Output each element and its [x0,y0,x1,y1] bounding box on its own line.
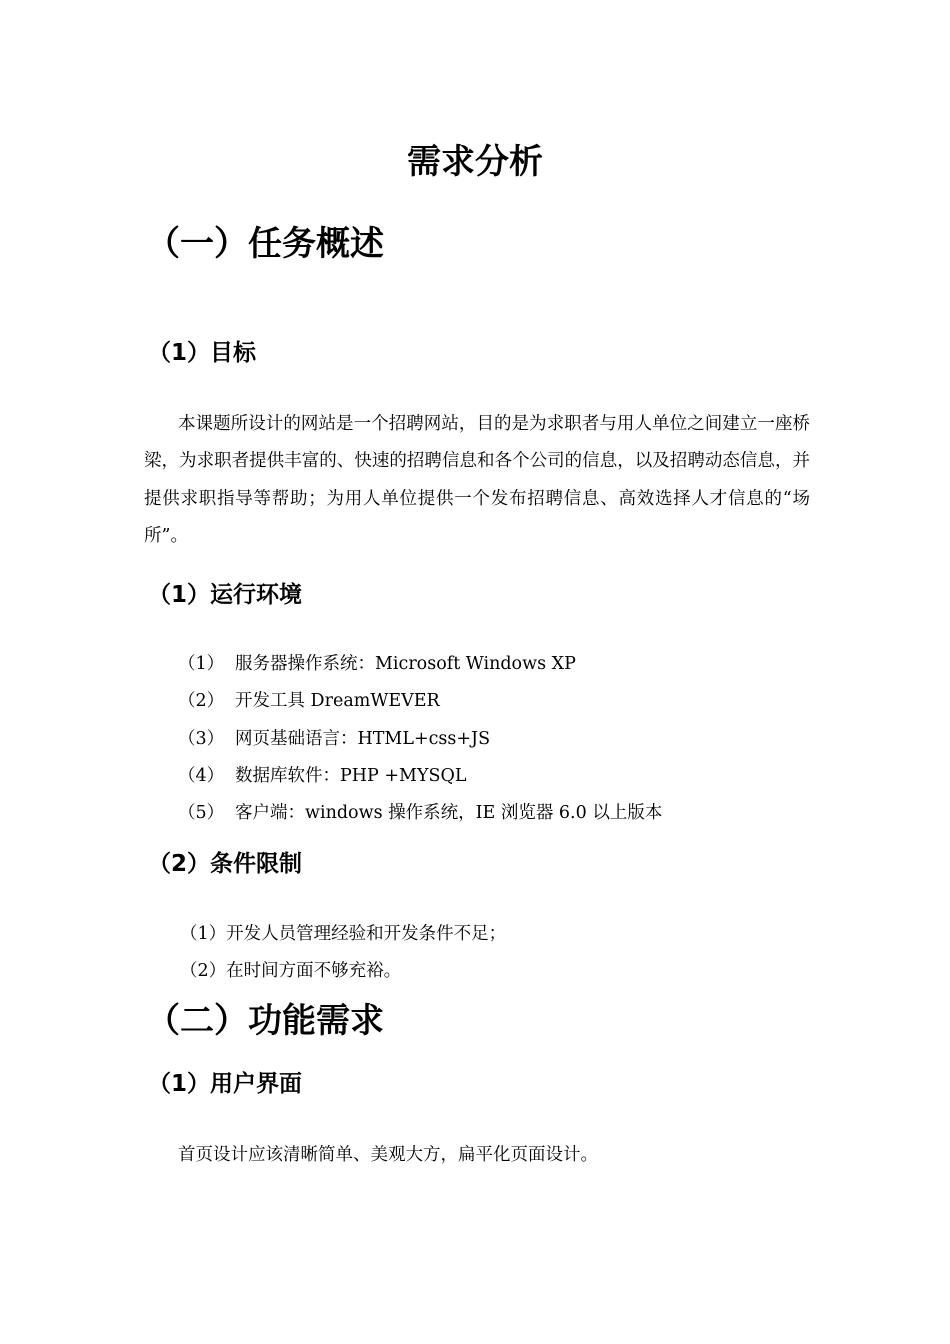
list-item-text: 网页基础语言：HTML+css+JS [235,729,491,749]
list-item-number: （1） [178,654,225,674]
list-item: （2）在时间方面不够充裕。 [180,961,402,981]
subheading-user-interface: （1）用户界面 [148,1071,303,1097]
list-item-number: （3） [178,729,225,749]
list-item-number: （4） [178,766,225,786]
list-item-number: （5） [178,803,225,823]
section-heading-task-overview: （一）任务概述 [146,224,384,264]
section-heading-functional-requirements: （二）功能需求 [146,1001,384,1041]
list-item-text: 数据库软件：PHP +MYSQL [235,766,467,786]
subheading-goal: （1）目标 [148,340,257,366]
user-interface-text: 首页设计应该清晰简单、美观大方，扁平化页面设计。 [178,1145,598,1165]
list-item-number: （2） [178,691,225,711]
goal-paragraph: 本课题所设计的网站是一个招聘网站，目的是为求职者与用人单位之间建立一座桥梁，为求职者提供丰富的、快速的招聘信息和各个公司的信息，以及招聘动态信息，并提供求职指导等帮助；为用人单位提供一个发布招聘信息、高效选择人才信息的“场所”。 [144,414,810,546]
list-item-text: 开发工具 DreamWEVER [235,691,440,711]
list-item: （1）开发人员管理经验和开发条件不足； [180,924,507,944]
subheading-constraints: （2）条件限制 [148,851,303,877]
list-item-text: 客户端：windows 操作系统，IE 浏览器 6.0 以上版本 [235,803,663,823]
list-item-text: 服务器操作系统：Microsoft Windows XP [235,654,576,674]
document-title: 需求分析 [407,142,543,182]
subheading-runtime-environment: （1）运行环境 [148,582,303,608]
